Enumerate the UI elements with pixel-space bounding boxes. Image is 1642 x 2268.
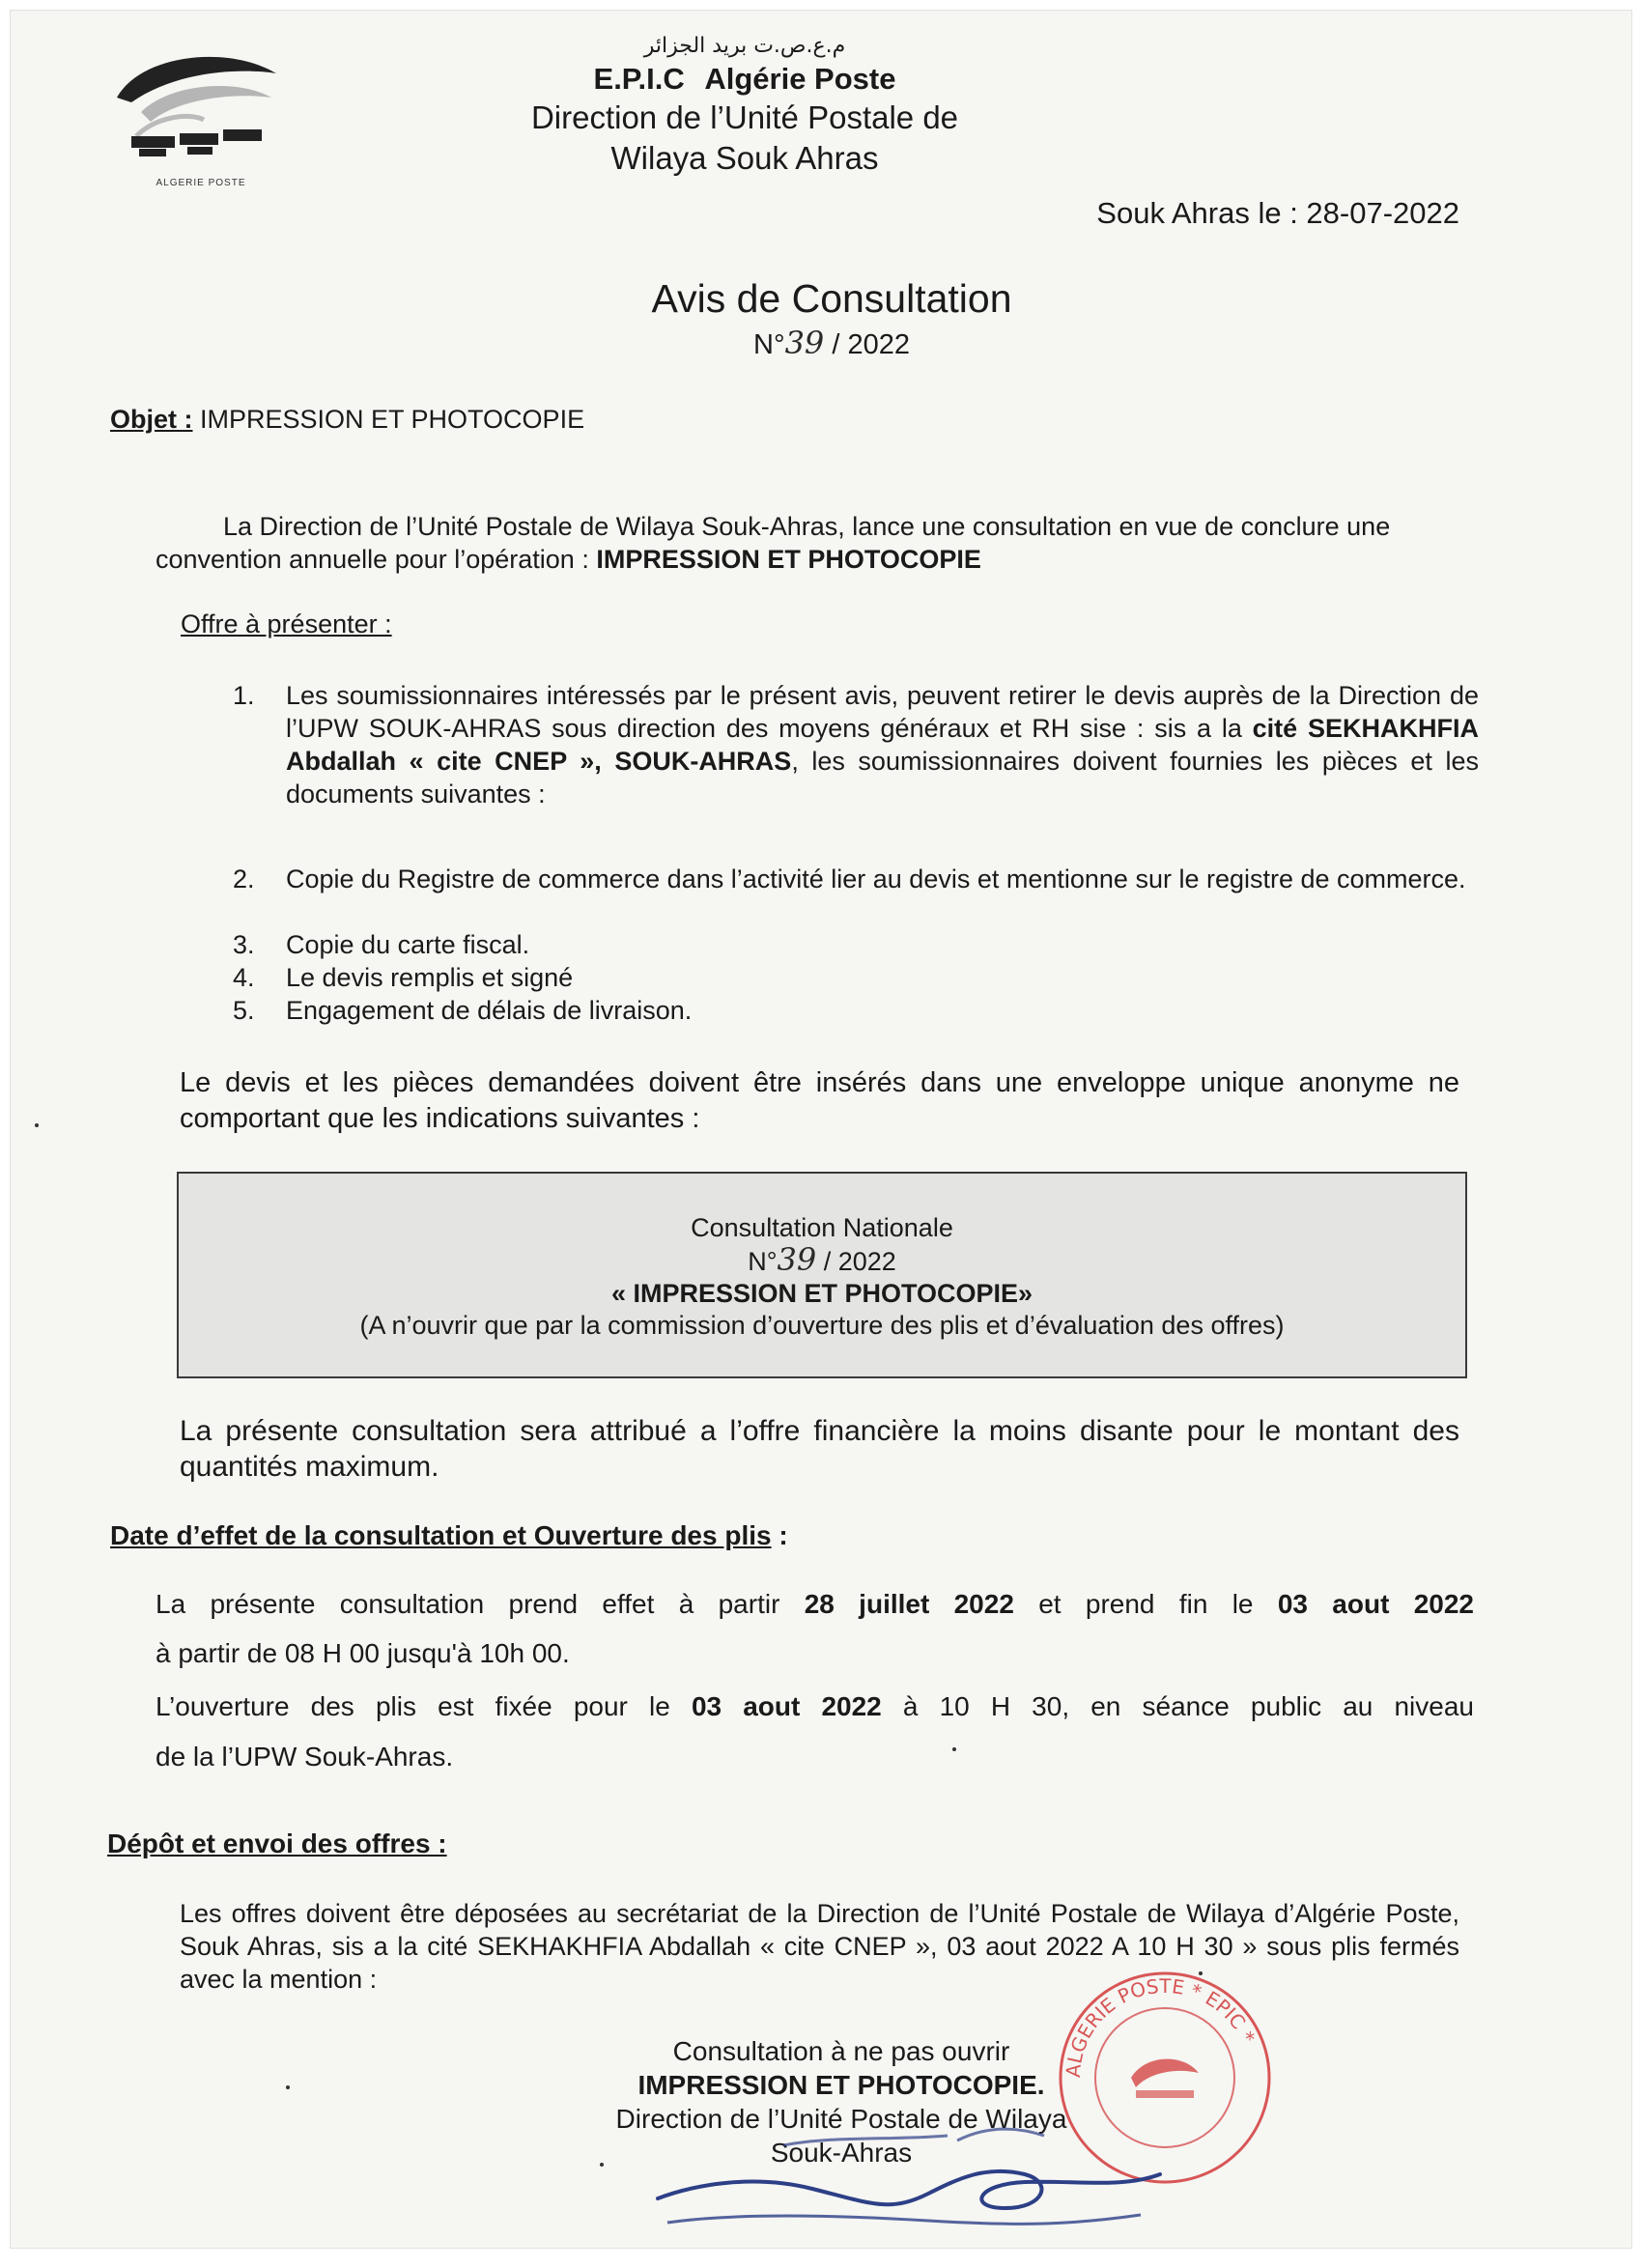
list-item-text: Copie du carte fiscal. bbox=[286, 930, 530, 959]
box-line-3: « IMPRESSION ET PHOTOCOPIE» bbox=[610, 1279, 1033, 1308]
svg-text:ALGERIE POSTE * EPIC *: ALGERIE POSTE * EPIC * bbox=[1061, 1973, 1260, 2079]
attribution-paragraph: La présente consultation sera attribué a l’offre financière la moins disante pour le montant des quantités maximum. bbox=[180, 1415, 1459, 1483]
box-number: N°39 / 2022 bbox=[748, 1241, 896, 1278]
date-paragraph-3: L’ouverture des plis est fixée pour le 03 aout 2022 à 10 H 30, en séance public au niveau bbox=[156, 1691, 1474, 1721]
handwritten-number: 39 bbox=[784, 325, 825, 361]
list-item-text: Copie du Registre de commerce dans l’activité lier au devis et mentionne sur le registre de commerce. bbox=[286, 865, 1466, 893]
letterhead bbox=[426, 32, 1063, 179]
direction-line-1: Direction de l’Unité Postale de bbox=[530, 99, 959, 135]
depot-paragraph: Les offres doivent être déposées au secrétariat de la Direction de l’Unité Postale de Wilaya d’Algérie Poste, Souk Ahras, sis a la cité SEKHAKHFIA Abdallah « cite CNEP », 03 aout 2022 A 10 H 30 » sous plis fermés avec la mention : bbox=[180, 1899, 1459, 1994]
consultation-number bbox=[397, 325, 1266, 361]
logo-caption: ALGERIE POSTE bbox=[156, 178, 246, 188]
envelope-instructions: Le devis et les pièces demandées doivent être insérés dans une enveloppe unique anonyme ne comportant que les indications suivantes : bbox=[180, 1067, 1459, 1134]
date-paragraph-2: à partir de 08 H 00 jusqu'à 10h 00. bbox=[156, 1638, 570, 1668]
org-epic: E.P.I.C bbox=[593, 62, 685, 96]
signature-scribble-icon bbox=[638, 2107, 1179, 2249]
depot-section-heading: Dépôt et envoi des offres : bbox=[107, 1829, 447, 1858]
list-item-number: 4. bbox=[233, 963, 255, 992]
direction-line-2: Wilaya Souk Ahras bbox=[610, 140, 879, 176]
offre-label: Offre à présenter : bbox=[181, 610, 392, 638]
document-date: Souk Ahras le : 28-07-2022 bbox=[1096, 196, 1459, 230]
list-item-text: Le devis remplis et signé bbox=[286, 963, 574, 992]
list-item-text: Engagement de délais de livraison. bbox=[286, 996, 693, 1025]
document-title: Avis de Consultation bbox=[651, 276, 1012, 321]
list-item-number: 5. bbox=[233, 996, 255, 1025]
objet-text: IMPRESSION ET PHOTOCOPIE bbox=[192, 405, 585, 434]
objet-label: Objet : bbox=[110, 405, 193, 434]
logo-swoosh-icon bbox=[112, 44, 281, 180]
document-page bbox=[10, 10, 1632, 2249]
mention-line-4: Souk-Ahras bbox=[770, 2138, 913, 2168]
list-item-number: 2. bbox=[233, 865, 255, 893]
handwritten-signature bbox=[638, 2107, 1179, 2249]
org-name: Algérie Poste bbox=[704, 62, 896, 96]
date-section-heading: Date d’effet de la consultation et Ouverture des plis : bbox=[110, 1520, 788, 1550]
date-paragraph-4: de la l’UPW Souk-Ahras. bbox=[156, 1742, 454, 1772]
mention-line-3: Direction de l’Unité Postale de Wilaya bbox=[615, 2104, 1067, 2134]
number-prefix: N° bbox=[753, 329, 785, 360]
handwritten-number: 39 bbox=[777, 1241, 817, 1278]
intro-paragraph bbox=[156, 510, 1459, 576]
mention-line-1: Consultation à ne pas ouvrir bbox=[672, 2036, 1010, 2066]
list-item-number: 3. bbox=[233, 930, 255, 959]
list-item-number: 1. bbox=[233, 681, 255, 710]
date-paragraph-1: La présente consultation prend effet à partir 28 juillet 2022 et prend fin le 03 aout 2022 bbox=[156, 1589, 1474, 1619]
organization-name bbox=[426, 61, 1063, 98]
box-line-4: (A n’ouvrir que par la commission d’ouverture des plis et d’évaluation des offres) bbox=[359, 1311, 1285, 1340]
mention-line-2: IMPRESSION ET PHOTOCOPIE. bbox=[637, 2070, 1045, 2100]
number-suffix: / 2022 bbox=[824, 329, 910, 360]
intro-bold: IMPRESSION ET PHOTOCOPIE bbox=[596, 545, 981, 574]
envelope-label-box bbox=[177, 1172, 1467, 1378]
algerie-poste-logo bbox=[112, 44, 281, 199]
intro-text: La Direction de l’Unité Postale de Wilaya Souk-Ahras, lance une consultation en vue de conclure une convention annuelle pour l’opération : bbox=[156, 512, 1391, 574]
box-line-1: Consultation Nationale bbox=[691, 1213, 953, 1242]
list-item-text: Les soumissionnaires intéressés par le présent avis, peuvent retirer le devis auprès de la Direction de l’UPW SOUK-AHRAS sous direction des moyens généraux et RH sise : sis a la cité SEKHAKHFIA Abdallah « cite CNEP », SOUK-AHRAS, les soumissionnaires doivent fournies les pièces et les documents suivantes : bbox=[286, 681, 1479, 808]
objet-line bbox=[110, 405, 584, 435]
arabic-header-line: م.ع.ص.ت بريد الجزائر bbox=[643, 34, 846, 58]
